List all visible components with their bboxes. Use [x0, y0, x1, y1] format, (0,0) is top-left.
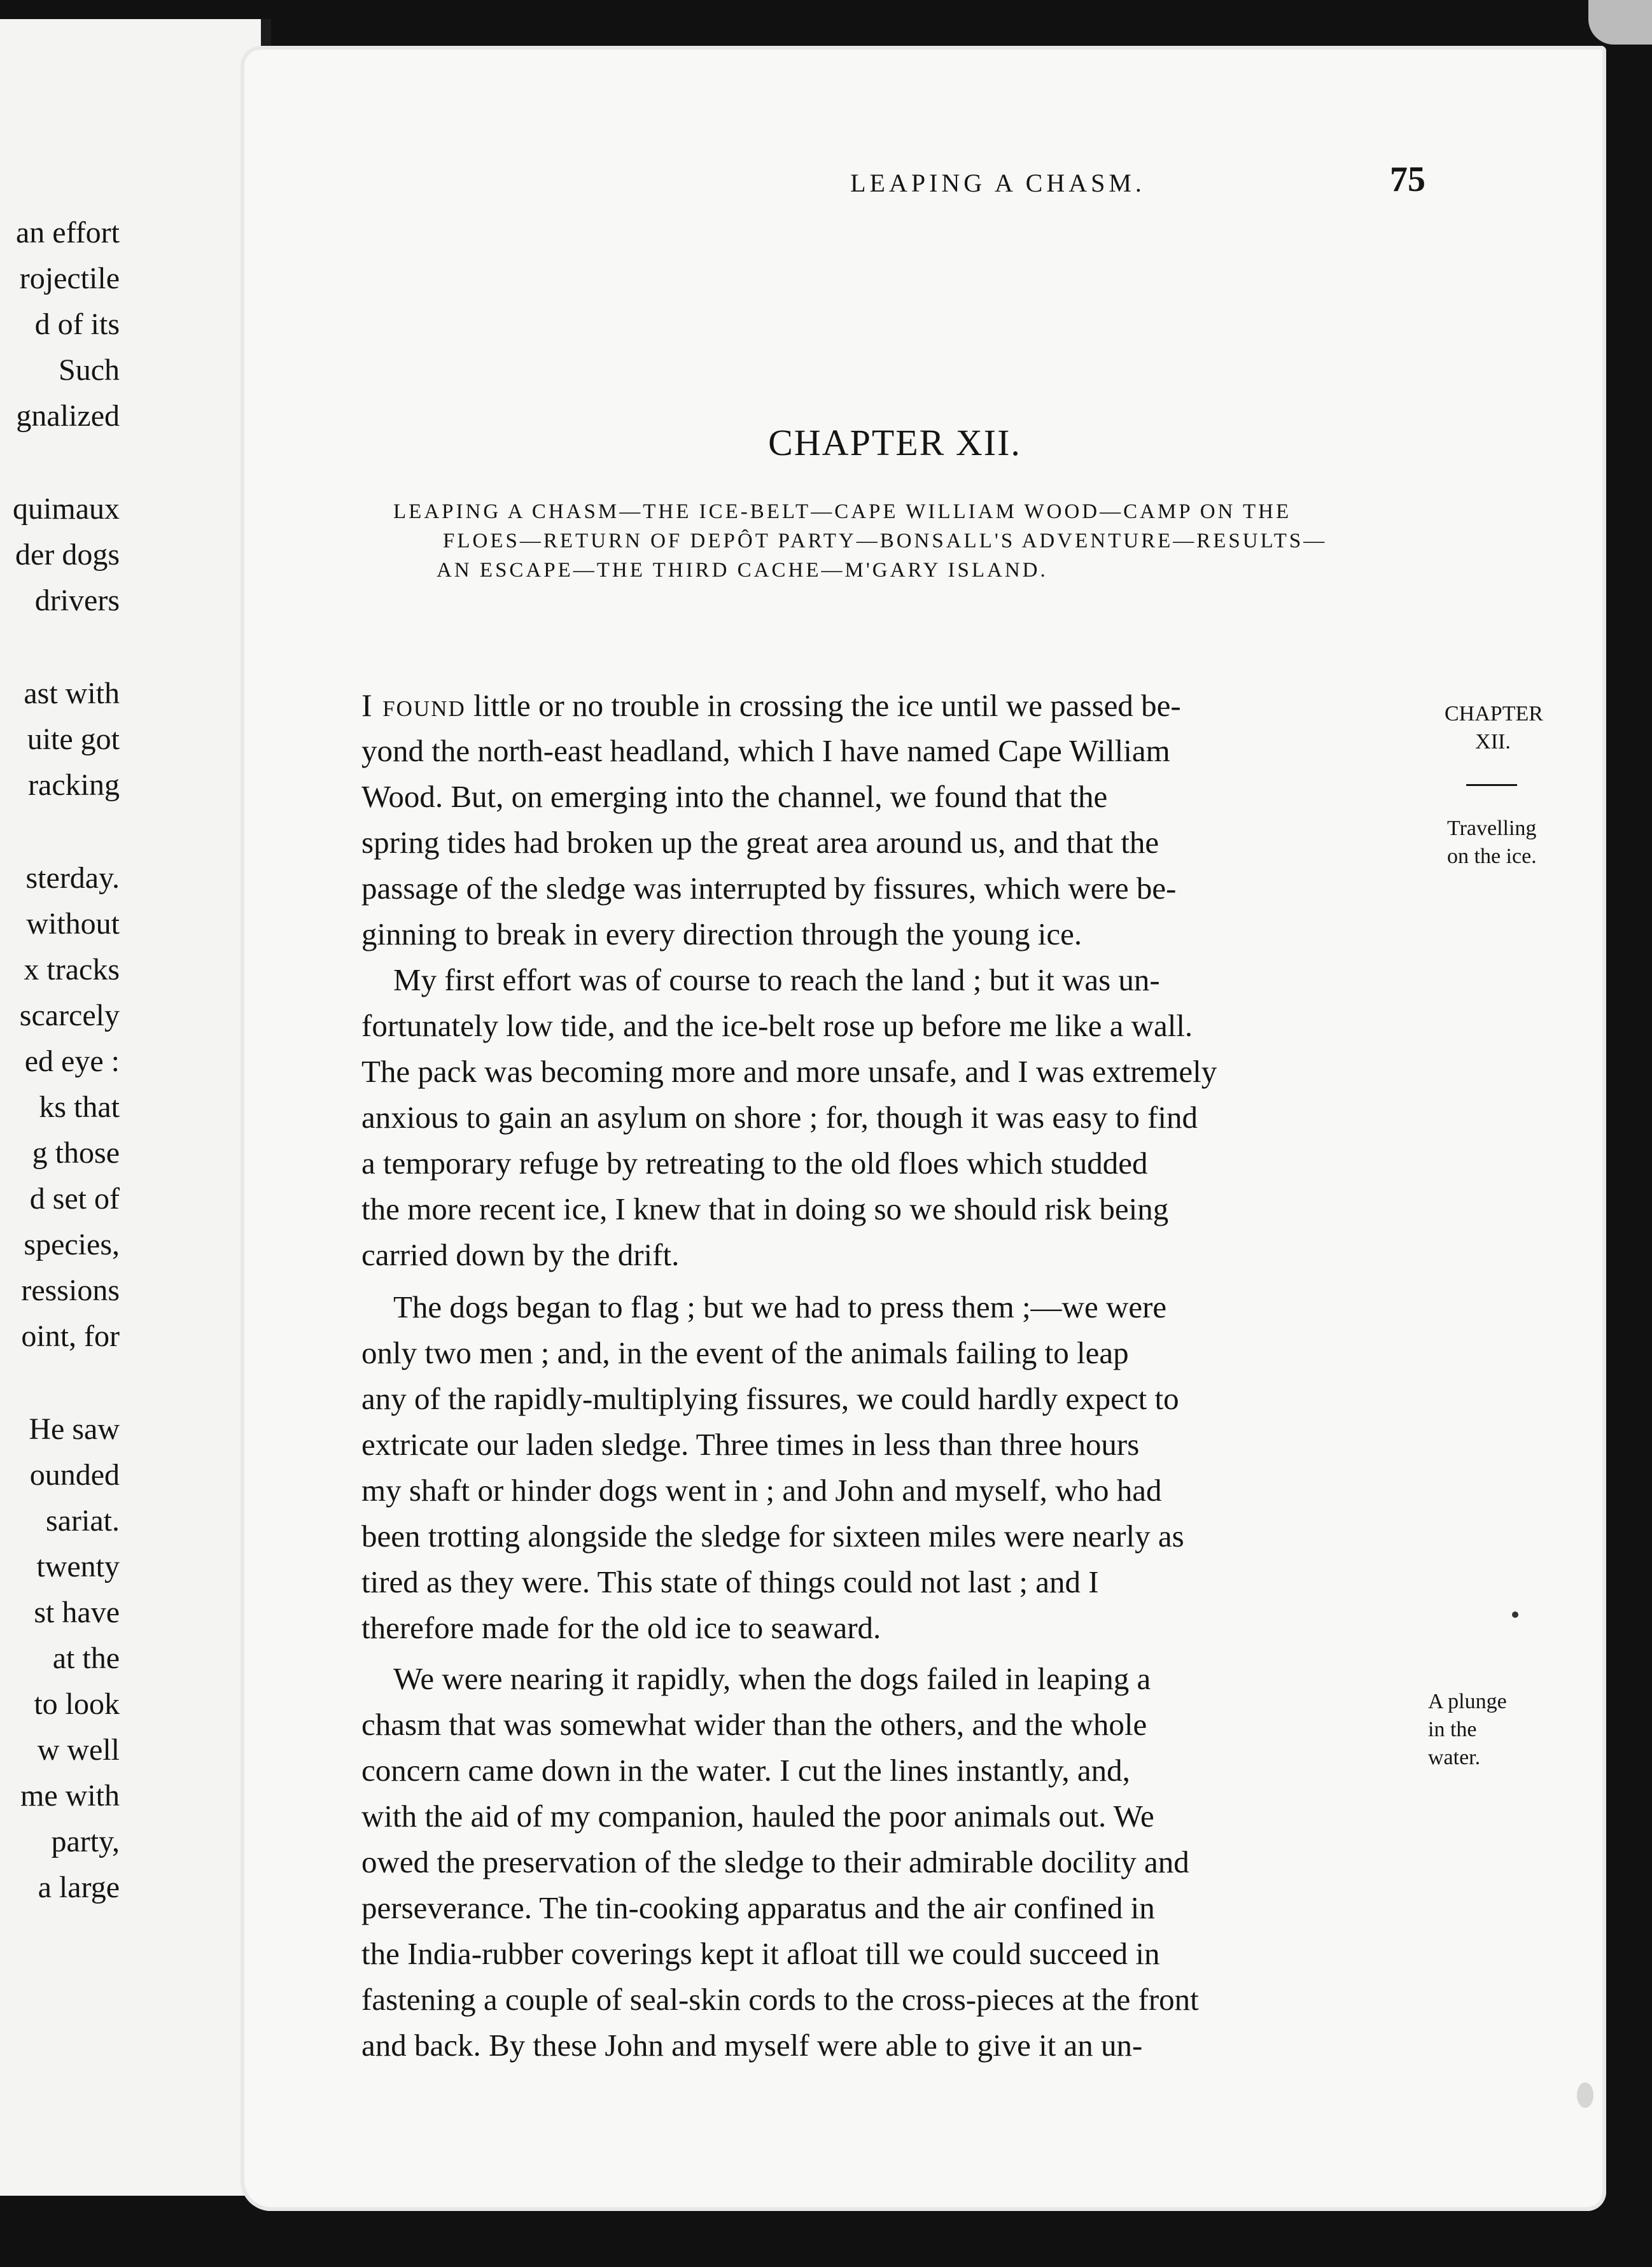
body-line: the more recent ice, I knew that in doing so we should risk being: [361, 1191, 1169, 1226]
chapter-summary-line: FLOES—RETURN OF DEPÔT PARTY—BONSALL'S ADVENTURE—RESULTS—: [443, 530, 1327, 552]
body-line: only two men ; and, in the event of the animals failing to leap: [361, 1335, 1129, 1370]
left-line: quimaux: [13, 492, 120, 526]
left-line: twenty: [36, 1550, 120, 1583]
margin-chapter-ref: [1445, 700, 1541, 756]
left-line: drivers: [34, 584, 120, 617]
left-line: x tracks: [24, 953, 120, 986]
body-line: therefore made for the old ice to seaward.: [361, 1610, 881, 1645]
body-line: Wood. But, on emerging into the channel, we found that the: [361, 779, 1108, 814]
body-line: [361, 682, 1424, 729]
body-line: chasm that was somewhat wider than the others, and the whole: [361, 1707, 1147, 1742]
left-line: oint, for: [21, 1319, 120, 1353]
left-line: racking: [28, 768, 120, 802]
body-line: with the aid of my companion, hauled the poor animals out. We: [361, 1799, 1154, 1834]
lead-word: I found: [361, 687, 466, 723]
chapter-summary-line: AN ESCAPE—THE THIRD CACHE—M'GARY ISLAND.: [437, 559, 1048, 582]
body-line: ginning to break in every direction through the young ice.: [361, 916, 1082, 951]
paper-blemish: [1577, 2082, 1593, 2108]
left-line: d of its: [34, 307, 120, 341]
left-line: party,: [51, 1825, 120, 1858]
body-line: We were nearing it rapidly, when the dogs failed in leaping a: [393, 1661, 1151, 1696]
body-line: extricate our laden sledge. Three times in less than three hours: [361, 1427, 1140, 1462]
left-facing-page: [0, 19, 271, 2196]
left-line: uite got: [27, 722, 120, 756]
page-number: 75: [1390, 160, 1425, 199]
margin-note-line: Travelling: [1447, 817, 1537, 840]
body-line: any of the rapidly-multiplying fissures, we could hardly expect to: [361, 1381, 1179, 1416]
body-line: fastening a couple of seal-skin cords to the cross-pieces at the front: [361, 1982, 1199, 2017]
body-line: fortunately low tide, and the ice-belt rose up before me like a wall.: [361, 1008, 1193, 1043]
left-line: ressions: [21, 1274, 120, 1307]
margin-rule: [1466, 784, 1517, 786]
body-line: owed the preservation of the sledge to their admirable docility and: [361, 1844, 1189, 1879]
margin-note-line: CHAPTER: [1445, 702, 1543, 726]
left-line: gnalized: [16, 399, 120, 433]
left-line: sterday.: [25, 861, 120, 895]
left-line: without: [26, 907, 120, 941]
body-line: carried down by the drift.: [361, 1237, 680, 1272]
left-line: scarcely: [19, 999, 120, 1032]
body-line: perseverance. The tin-cooking apparatus and the air confined in: [361, 1890, 1155, 1925]
body-line: concern came down in the water. I cut the lines instantly, and,: [361, 1753, 1130, 1788]
margin-note-line: XII.: [1475, 730, 1511, 754]
body-line: a temporary refuge by retreating to the old floes which studded: [361, 1146, 1148, 1181]
body-line: the India-rubber coverings kept it afloat till we could succeed in: [361, 1936, 1160, 1971]
left-line: me with: [20, 1779, 120, 1813]
left-page-text: [0, 210, 120, 1911]
left-line: ounded: [29, 1458, 120, 1492]
left-line: der dogs: [15, 538, 120, 572]
paper-blemish: [1512, 1611, 1518, 1618]
body-line: my shaft or hinder dogs went in ; and John and myself, who had: [361, 1473, 1162, 1508]
scan-edge-blot: [1588, 0, 1652, 45]
left-line: to look: [34, 1687, 120, 1721]
body-line: anxious to gain an asylum on shore ; for, though it was easy to find: [361, 1100, 1198, 1135]
left-line: ks that: [39, 1090, 120, 1124]
chapter-summary-line: LEAPING A CHASM—THE ICE-BELT—CAPE WILLIAM WOOD—CAMP ON THE: [393, 500, 1292, 523]
left-line: species,: [24, 1228, 120, 1261]
left-line: Such: [59, 353, 120, 387]
body-line: and back. By these John and myself were able to give it an un-: [361, 2028, 1143, 2063]
left-line: d set of: [29, 1182, 120, 1216]
margin-note-travelling: [1447, 815, 1537, 871]
margin-note-plunge: [1428, 1688, 1507, 1772]
left-line: st have: [34, 1596, 120, 1629]
body-line: The pack was becoming more and more unsafe, and I was extremely: [361, 1054, 1217, 1089]
body-line: passage of the sledge was interrupted by fissures, which were be-: [361, 871, 1177, 906]
body-line: spring tides had broken up the great area around us, and that the: [361, 825, 1159, 860]
left-line: at the: [52, 1641, 120, 1675]
left-line: w well: [37, 1733, 120, 1767]
left-line: ed eye :: [24, 1044, 120, 1078]
left-line: ast with: [24, 677, 120, 710]
running-title: LEAPING A CHASM.: [850, 169, 1145, 197]
chapter-title: CHAPTER XII.: [768, 422, 1021, 463]
body-line: tired as they were. This state of things could not last ; and I: [361, 1564, 1099, 1599]
margin-note-line: A plunge: [1428, 1690, 1507, 1713]
margin-note-line: in the: [1428, 1718, 1477, 1741]
left-line: an effort: [15, 216, 120, 249]
margin-note-line: water.: [1428, 1746, 1481, 1769]
body-line: The dogs began to flag ; but we had to press them ;—we were: [393, 1289, 1167, 1324]
left-line: a large: [38, 1870, 120, 1904]
margin-note-line: on the ice.: [1447, 845, 1537, 868]
body-line-text: little or no trouble in crossing the ice until we passed be-: [465, 688, 1181, 723]
body-line: been trotting alongside the sledge for sixteen miles were nearly as: [361, 1519, 1184, 1554]
left-line: sariat.: [46, 1504, 120, 1538]
body-line: yond the north-east headland, which I have named Cape William: [361, 733, 1170, 768]
left-line: rojectile: [19, 262, 120, 295]
book-page: [241, 46, 1606, 2211]
body-line: My first effort was of course to reach the land ; but it was un-: [393, 962, 1160, 997]
left-line: He saw: [29, 1412, 120, 1446]
left-line: g those: [32, 1136, 120, 1170]
